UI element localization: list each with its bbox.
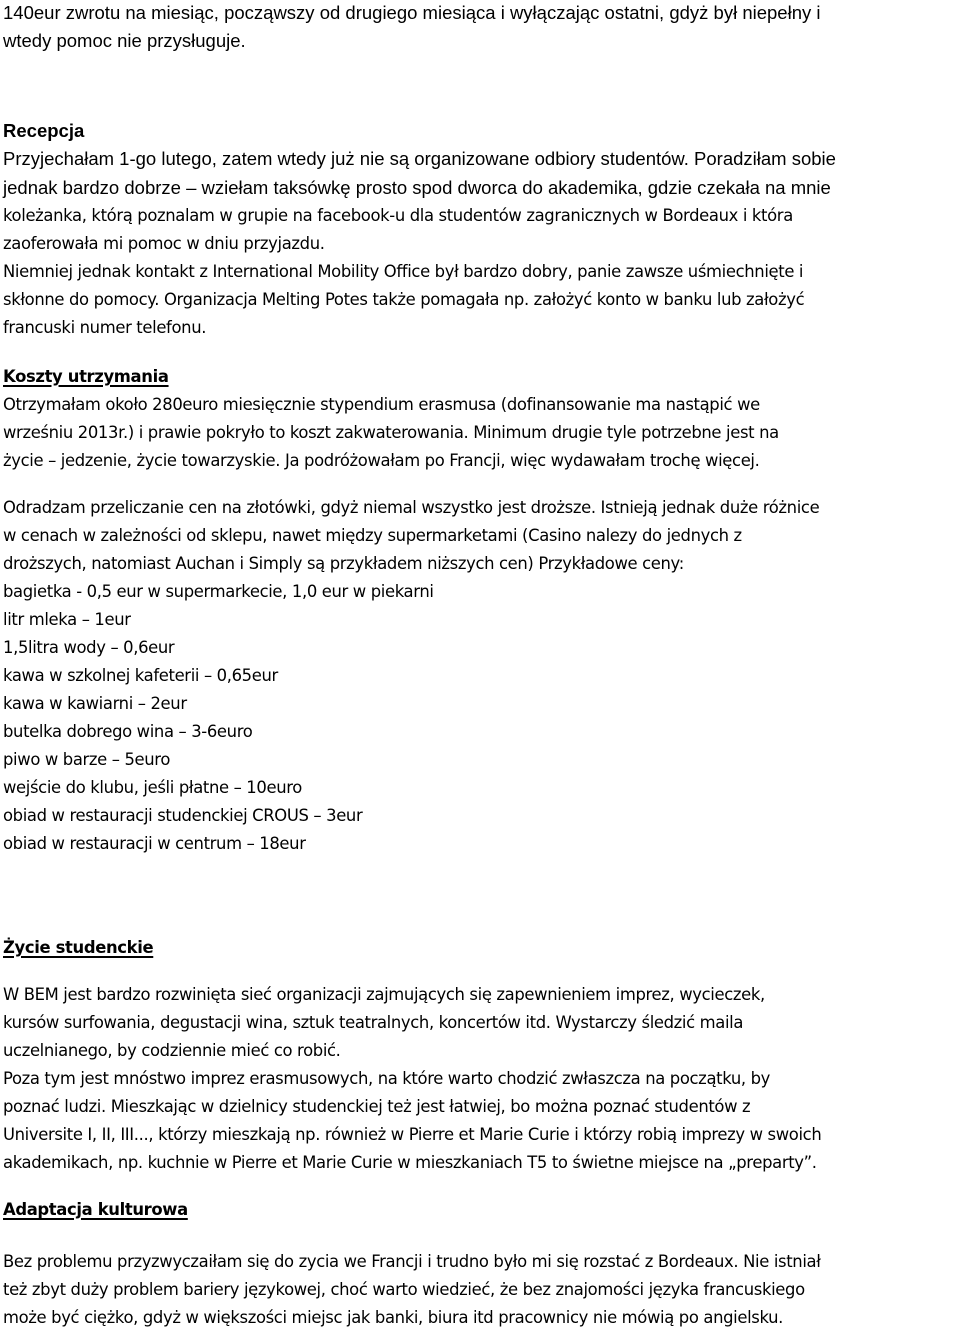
student-life-line: Poza tym jest mnóstwo imprez erasmusowych, na które warto chodzić zwłaszcza na początku, by bbox=[3, 1069, 771, 1088]
intro-line: wtedy pomoc nie przysługuje. bbox=[3, 30, 246, 51]
price-item: obiad w restauracji w centrum – 18eur bbox=[3, 834, 306, 853]
section-heading-zycie: Życie studenckie bbox=[3, 938, 154, 957]
section-heading-adaptacja: Adaptacja kulturowa bbox=[3, 1200, 188, 1219]
adaptation-line: Bez problemu przyzwyczaiłam się do zycia we Francji i trudno było mi się rozstać z Bordeaux. Nie istniał bbox=[3, 1252, 821, 1271]
student-life-line: uczelnianego, by codziennie mieć co robić. bbox=[3, 1041, 341, 1060]
price-item: butelka dobrego wina – 3-6euro bbox=[3, 722, 253, 741]
reception-line: koleżanka, którą poznalam w grupie na facebook-u dla studentów zagranicznych w Bordeaux i która bbox=[3, 206, 793, 225]
student-life-line: akademikach, np. kuchnie w Pierre et Marie Curie w mieszkaniach T5 to świetne miejsce na „preparty”. bbox=[3, 1153, 817, 1172]
price-item: litr mleka – 1eur bbox=[3, 610, 131, 629]
costs-line: życie – jedzenie, życie towarzyskie. Ja podróżowałam po Francji, więc wydawałam trochę więcej. bbox=[3, 451, 760, 470]
costs-line: droższych, natomiast Auchan i Simply są przykładem niższych cen) Przykładowe ceny: bbox=[3, 554, 684, 573]
reception-line: francuski numer telefonu. bbox=[3, 318, 207, 337]
section-heading-recepcja: Recepcja bbox=[3, 120, 85, 141]
price-item: piwo w barze – 5euro bbox=[3, 750, 171, 769]
reception-line: jednak bardzo dobrze – wziełam taksówkę prosto spod dworca do akademika, gdzie czekała na mnie bbox=[3, 177, 831, 198]
price-item: bagietka - 0,5 eur w supermarkecie, 1,0 eur w piekarni bbox=[3, 582, 434, 601]
price-item: kawa w kawiarni – 2eur bbox=[3, 694, 187, 713]
student-life-line: W BEM jest bardzo rozwinięta sieć organizacji zajmujących się zapewnieniem imprez, wycieczek, bbox=[3, 985, 765, 1004]
costs-line: Otrzymałam około 280euro miesięcznie stypendium erasmusa (dofinansowanie ma nastąpić we bbox=[3, 395, 760, 414]
intro-line: 140eur zwrotu na miesiąc, począwszy od drugiego miesiąca i wyłączając ostatni, gdyż był niepełny i bbox=[3, 2, 821, 23]
student-life-line: poznać ludzi. Mieszkając w dzielnicy studenckiej też jest łatwiej, bo można poznać studentów z bbox=[3, 1097, 751, 1116]
costs-line: Odradzam przeliczanie cen na złotówki, gdyż niemal wszystko jest droższe. Istnieją jednak duże różnice bbox=[3, 498, 820, 517]
section-heading-koszty: Koszty utrzymania bbox=[3, 367, 169, 386]
student-life-line: kursów surfowania, degustacji wina, sztuk teatralnych, koncertów itd. Wystarczy śledzić maila bbox=[3, 1013, 744, 1032]
reception-line: skłonne do pomocy. Organizacja Melting Potes także pomagała np. założyć konto w banku lub założyć bbox=[3, 290, 805, 309]
reception-line: zaoferowała mi pomoc w dniu przyjazdu. bbox=[3, 234, 325, 253]
reception-line: Niemniej jednak kontakt z International Mobility Office był bardzo dobry, panie zawsze uśmiechnięte i bbox=[3, 262, 804, 281]
price-item: kawa w szkolnej kafeterii – 0,65eur bbox=[3, 666, 278, 685]
price-item: wejście do klubu, jeśli płatne – 10euro bbox=[3, 778, 302, 797]
student-life-line: Universite I, II, III..., którzy mieszkają np. również w Pierre et Marie Curie i którzy robią imprezy w swoich bbox=[3, 1125, 822, 1144]
adaptation-line: też zbyt duży problem bariery językowej, choć warto wiedzieć, że bez znajomości języka francuskiego bbox=[3, 1280, 805, 1299]
costs-line: wrześniu 2013r.) i prawie pokryło to koszt zakwaterowania. Minimum drugie tyle potrzebne jest na bbox=[3, 423, 779, 442]
reception-line: Przyjechałam 1-go lutego, zatem wtedy już nie są organizowane odbiory studentów. Poradziłam sobie bbox=[3, 148, 836, 169]
price-item: 1,5litra wody – 0,6eur bbox=[3, 638, 175, 657]
price-item: obiad w restauracji studenckiej CROUS – 3eur bbox=[3, 806, 363, 825]
adaptation-line: może być ciężko, gdyż w większości miejsc jak banki, biura itd pracownicy nie mówią po angielsku. bbox=[3, 1308, 784, 1327]
costs-line: w cenach w zależności od sklepu, nawet między supermarketami (Casino nalezy do jednych z bbox=[3, 526, 742, 545]
